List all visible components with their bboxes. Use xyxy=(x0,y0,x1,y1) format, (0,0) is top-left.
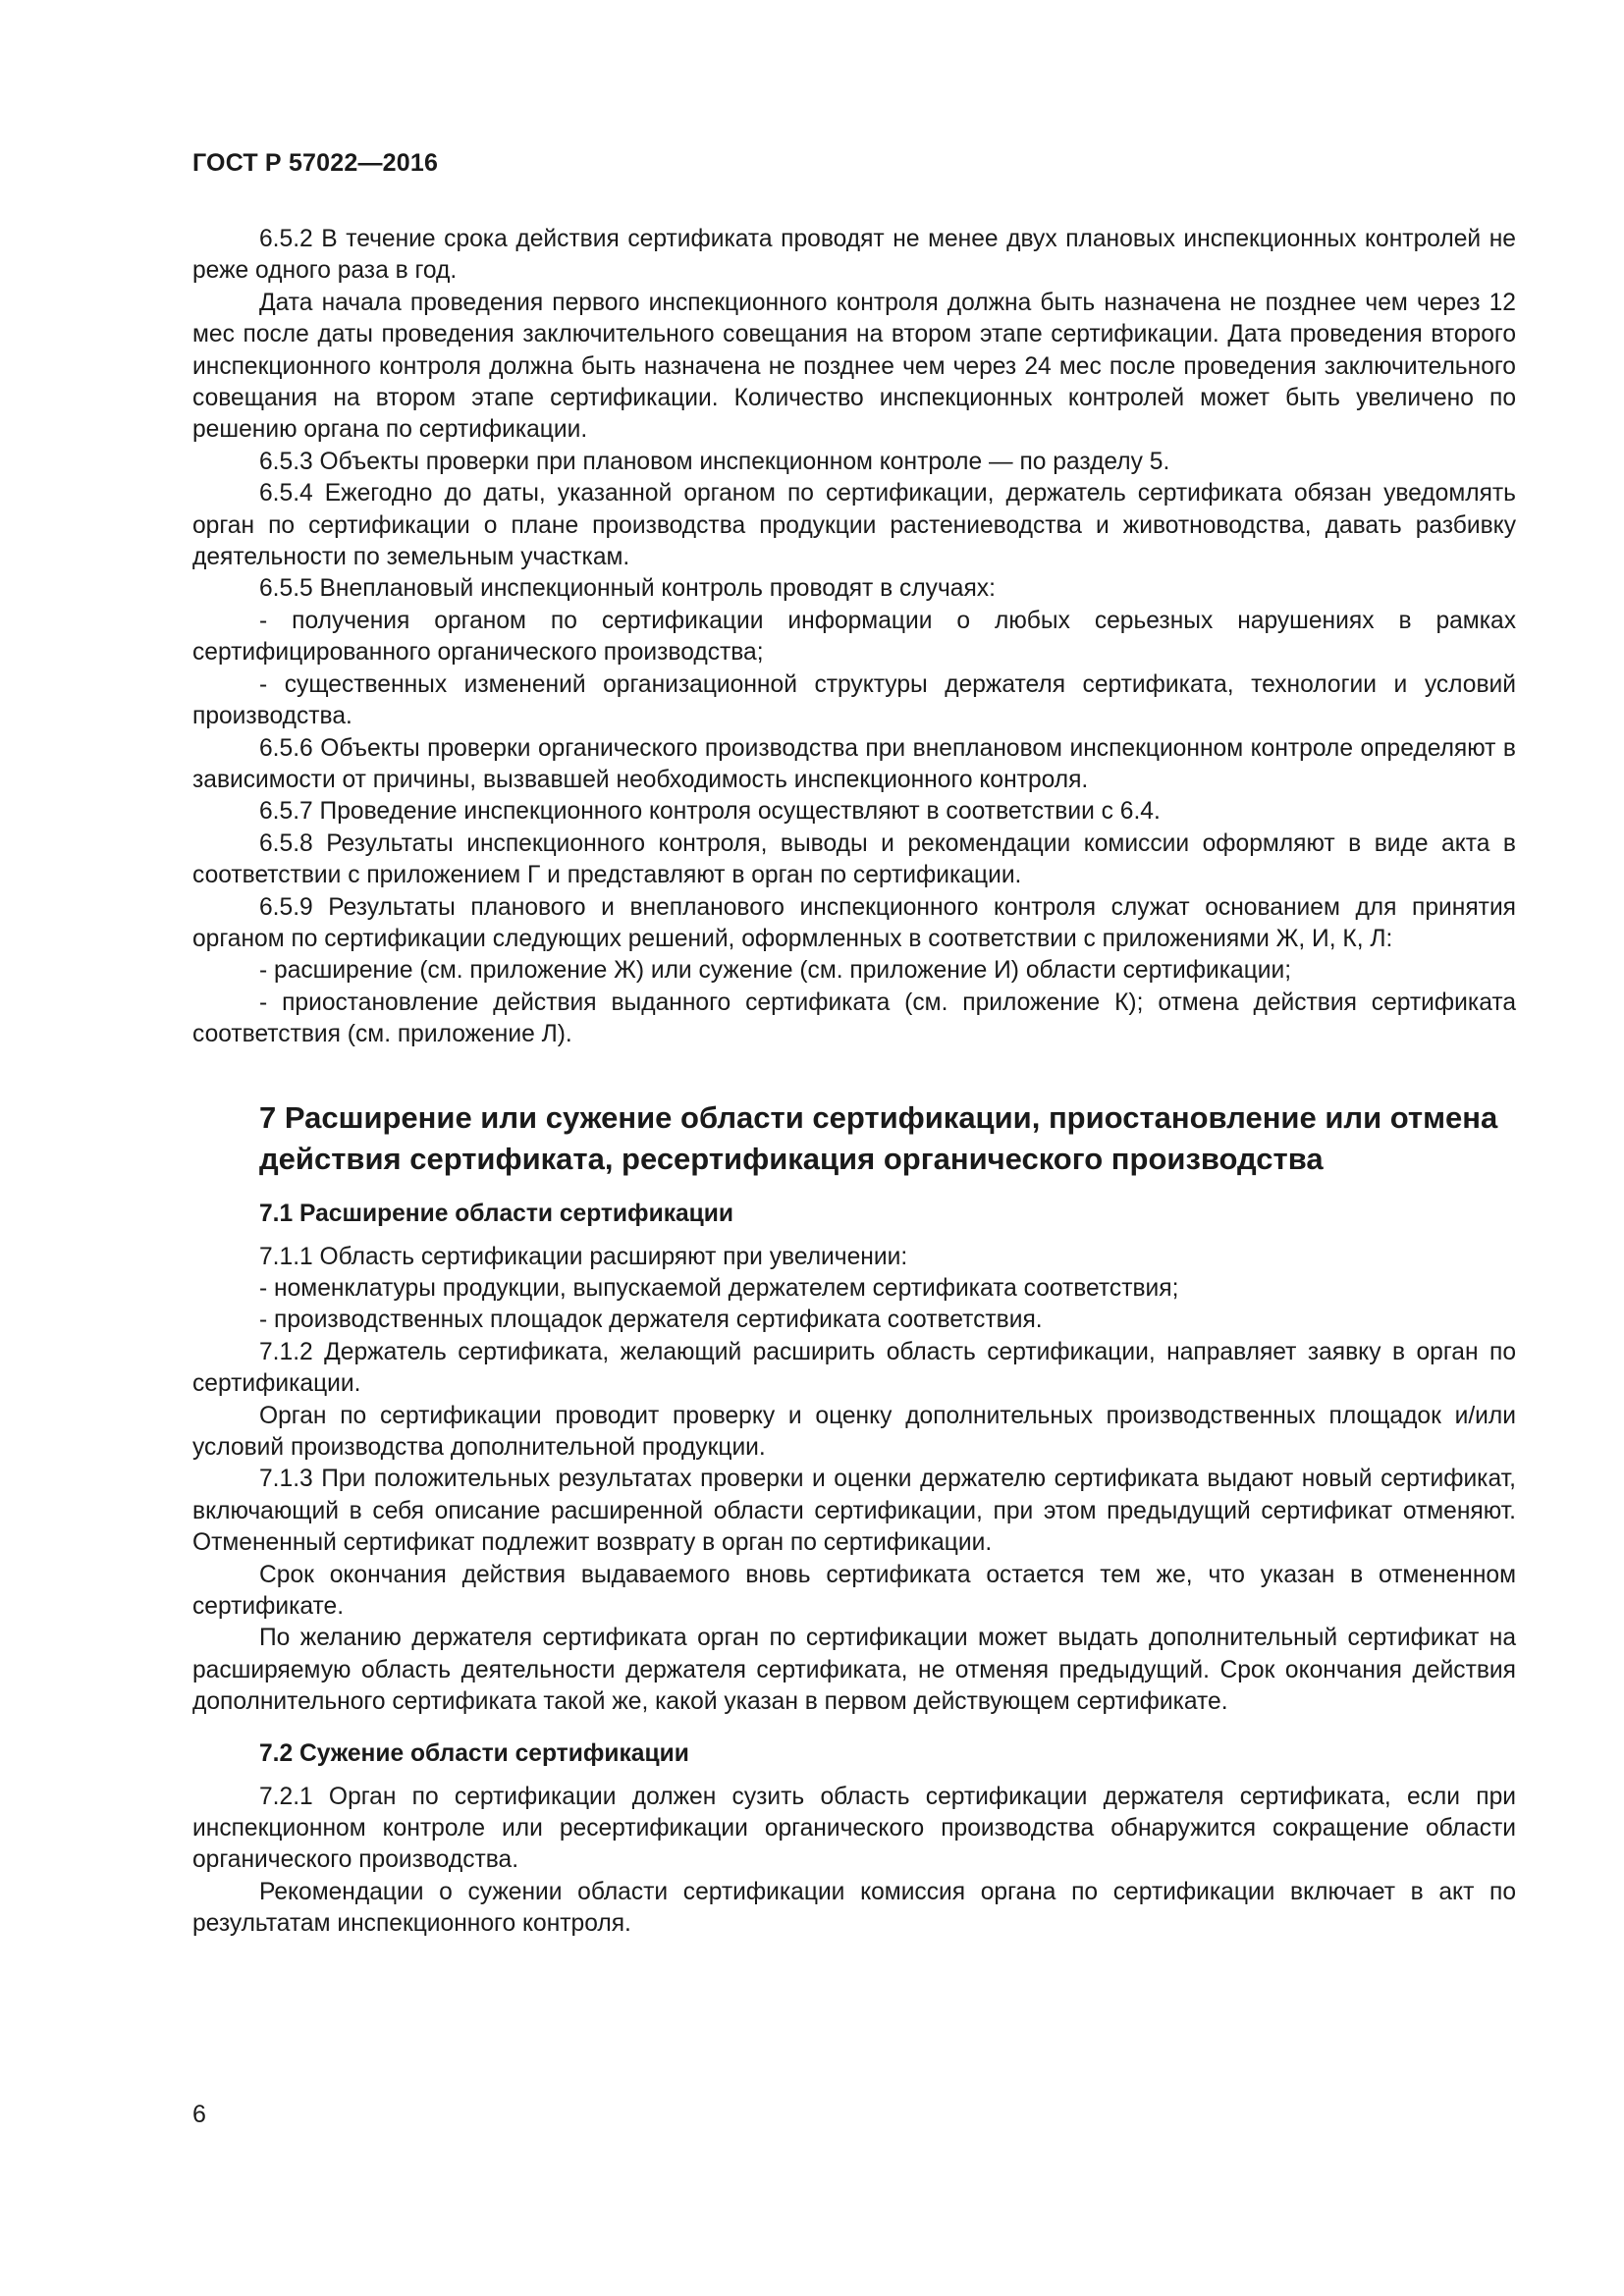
paragraph-7-1-2: 7.1.2 Держатель сертификата, желающий расширить область сертификации, направляет заявку в орган по сертификации. xyxy=(192,1338,1516,1398)
paragraph-6-5-7: 6.5.7 Проведение инспекционного контроля осуществляют в соответствии с 6.4. xyxy=(259,798,1161,826)
paragraph-6-5-5: 6.5.5 Внеплановый инспекционный контроль проводят в случаях: xyxy=(259,575,996,603)
document-body xyxy=(192,224,1516,1941)
page-number: 6 xyxy=(192,2101,206,2128)
paragraph-expiry-same: Срок окончания действия выдаваемого вновь сертификата остается тем же, что указан в отмененном сертификате. xyxy=(192,1561,1516,1621)
paragraph-additional-certificate: По желанию держателя сертификата орган по сертификации может выдать дополнительный сертификат на расширяемую область деятельности держателя сертификата, не отменяя предыдущий. Срок окончания действия дополнительного сертификата такой же, какой указан в первом действующем сертификате. xyxy=(192,1625,1516,1716)
paragraph-inspection-dates: Дата начала проведения первого инспекционного контроля должна быть назначена не позднее чем через 12 мес после даты проведения заключительного совещания на втором этапе сертификации. Дата проведения второго инспекционного контроля должна быть назначена не позднее чем через 24 мес после проведения заключительного совещания на втором этапе сертификации. Количество инспекционных контролей может быть увеличено по решению органа по сертификации. xyxy=(192,289,1516,444)
list-item-scope-change: - расширение (см. приложение Ж) или сужение (см. приложение И) области сертификации; xyxy=(259,957,1292,985)
paragraph-6-5-3: 6.5.3 Объекты проверки при плановом инспекционном контроле — по разделу 5. xyxy=(259,448,1170,475)
list-item-structure-changes: - существенных изменений организационной структуры держателя сертификата, технологии и условий производства. xyxy=(192,670,1516,730)
paragraph-6-5-8: 6.5.8 Результаты инспекционного контроля, выводы и рекомендации комиссии оформляют в виде акта в соответствии с приложением Г и представляют в орган по сертификации. xyxy=(192,829,1516,889)
paragraph-7-2-1: 7.2.1 Орган по сертификации должен сузить область сертификации держателя сертификата, если при инспекционном контроле или ресертификации органического производства обнаружится сокращение области органического производства. xyxy=(192,1783,1516,1874)
list-item-suspension: - приостановление действия выданного сертификата (см. приложение К); отмена действия сертификата соответствия (см. приложение Л). xyxy=(192,988,1516,1048)
paragraph-7-1-3: 7.1.3 При положительных результатах проверки и оценки держателю сертификата выдают новый сертификат, включающий в себя описание расширенной области сертификации, при этом предыдущий сертификат отменяют. Отмененный сертификат подлежит возврату в орган по сертификации. xyxy=(192,1466,1516,1557)
paragraph-narrowing-recommendations: Рекомендации о сужении области сертификации комиссия органа по сертификации включает в акт по результатам инспекционного контроля. xyxy=(192,1878,1516,1938)
paragraph-6-5-9: 6.5.9 Результаты планового и внепланового инспекционного контроля служат основанием для принятия органом по сертификации следующих решений, оформленных в соответствии с приложениями Ж, И, К, Л: xyxy=(192,893,1516,952)
paragraph-body-checks: Орган по сертификации проводит проверку и оценку дополнительных производственных площадок и/или условий производства дополнительной продукции. xyxy=(192,1402,1516,1461)
section-7-heading: 7 Расширение или сужение области сертификации, приостановление или отмена действия сертификата, ресертификация органического производства xyxy=(259,1099,1498,1176)
list-item-product-range: - номенклатуры продукции, выпускаемой держателем сертификата соответствия; xyxy=(259,1274,1179,1302)
section-7-1-heading: 7.1 Расширение области сертификации xyxy=(259,1200,734,1227)
section-7-2-heading: 7.2 Сужение области сертификации xyxy=(259,1739,689,1767)
document-id-header: ГОСТ Р 57022—2016 xyxy=(192,149,439,177)
list-item-production-sites: - производственных площадок держателя сертификата соответствия. xyxy=(259,1307,1043,1334)
list-item-violations: - получения органом по сертификации информации о любых серьезных нарушениях в рамках сертифицированного органического производства; xyxy=(192,607,1516,667)
paragraph-6-5-6: 6.5.6 Объекты проверки органического производства при внеплановом инспекционном контроле определяют в зависимости от причины, вызвавшей необходимость инспекционного контроля. xyxy=(192,734,1516,793)
paragraph-6-5-2: 6.5.2 В течение срока действия сертификата проводят не менее двух плановых инспекционных контролей не реже одного раза в год. xyxy=(192,226,1516,285)
paragraph-7-1-1: 7.1.1 Область сертификации расширяют при увеличении: xyxy=(259,1243,908,1270)
paragraph-6-5-4: 6.5.4 Ежегодно до даты, указанной органом по сертификации, держатель сертификата обязан уведомлять орган по сертификации о плане производства продукции растениеводства и животноводства, давать разбивку деятельности по земельным участкам. xyxy=(192,480,1516,571)
